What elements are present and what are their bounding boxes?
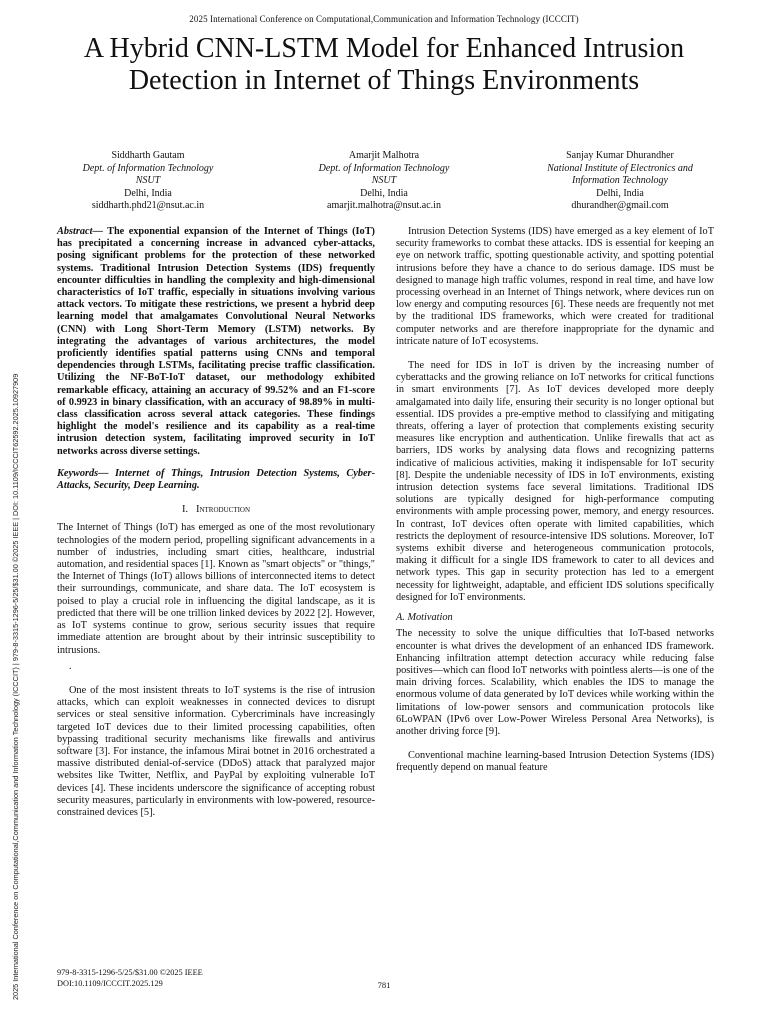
abstract-label: Abstract xyxy=(57,226,93,237)
footer-isbn: 979-8-3315-1296-5/25/$31.00 ©2025 IEEE xyxy=(57,968,203,977)
keywords-label: Keywords xyxy=(57,467,99,479)
author-name: Amarjit Malhotra xyxy=(348,150,420,161)
author-affiliation: Dept. of Information Technology xyxy=(82,162,214,174)
author-name: Sanjay Kumar Dhurandher xyxy=(566,150,674,161)
left-column xyxy=(57,226,375,819)
author-location: Delhi, India xyxy=(124,187,172,199)
author-affiliation: Dept. of Information Technology xyxy=(318,162,450,174)
section-heading-introduction xyxy=(57,504,375,516)
ids-paragraph-2: The need for IDS in IoT is driven by the increasing number of cyberattacks and the growing reliance on IoT networks for critical functions in smart environments [7]. As IoT devices developed more deeply amalgamated into daily life, ensuring their security is no longer optional but essential. IDS provides a pre-emptive method to classifying and mitigating threats, offering a layer of protection that complements existing security measures like encryption and authentication. Unlike firewalls that act as barriers, IDS works by analysing data flows and recognizing patterns indicative of malicious activities, making it indispensable for IoT security [8]. Despite the undeniable necessity of IDS in IoT environments, existing intrusion detection systems face several limitations. Traditional IDS solutions are typically designed for high-performance computing environments with ample processing power, memory, and energy resources. In contrast, IoT devices often operate with limited capabilities, which restricts the deployment of resource-intensive IDS solutions. Moreover, IoT systems exhibit diverse and heterogeneous communication protocols, making it difficult for a single IDS framework to cater to all devices and network types. This gap in security protection has led to a emergent necessity for lightweight, adaptable, and efficient IDS solutions specifically designed for IoT environments. xyxy=(396,360,714,603)
author-1 xyxy=(30,150,266,213)
section-numeral: I. xyxy=(181,504,189,516)
motivation-paragraph: The necessity to solve the unique difficulties that IoT-based networks encounter is what drives the development of an enhanced IDS framework. Enhancing infiltration attempt detection accuracy while reducing false positives—which can flood IoT networks with pointless alerts—is one of the main driving forces. Scalability, which enables the IDS to manage the enormous volume of data generated by IoT devices while working within the limitations of low-power sensors and communication protocols like 6LoWPAN (IPv6 over Low-Power Wireless Personal Area Networks), is another driving force [9]. xyxy=(396,628,714,737)
author-institution: Information Technology xyxy=(571,175,668,186)
conference-header: 2025 International Conference on Computational,Communication and Information Technology (ICCCIT) xyxy=(189,14,579,24)
paper-title: A Hybrid CNN-LSTM Model for Enhanced Intrusion Detection in Internet of Things Environments xyxy=(83,33,685,96)
author-location: Delhi, India xyxy=(596,187,644,199)
author-institution: NSUT xyxy=(135,175,161,186)
author-location: Delhi, India xyxy=(360,187,408,199)
keywords-text: — Internet of Things, Intrusion Detection Systems, Cyber-Attacks, Security, Deep Learning. xyxy=(57,467,375,492)
section-title: Introduction xyxy=(195,504,251,516)
abstract-text: — The exponential expansion of the Internet of Things (IoT) has precipitated a concerning increase in advanced cyber-attacks, posing significant problems for the protection of these networked systems. Traditional Intrusion Detection Systems (IDS) frequently encounter difficulties in handling the complexity and high-dimensional characteristics of IoT traffic, especially in situations involving various attack vectors. To mitigate these restrictions, we present a hybrid deep learning model that amalgamates Convolutional Neural Networks (CNN) with Long Short-Term Memory (LSTM) networks. By integrating the advantages of various architectures, the model proficiently identifies spatial patterns using CNNs and temporal dependencies through LSTMs, facilitating precise traffic classification. Utilizing the NF-BoT-IoT dataset, our methodology exhibited remarkable efficacy, attaining an accuracy of 99.52% and an F1-score of 0.9923 in binary classification, with an accuracy of 98.89% in multi-class classification across several attack categories. These findings highlight the model's resilience and its capability as a real-time intrusion detection system, facilitating improved security in IoT networks across diverse settings. xyxy=(57,226,375,457)
author-block xyxy=(30,150,738,213)
abstract xyxy=(57,226,375,458)
ml-ids-paragraph: Conventional machine learning-based Intrusion Detection Systems (IDS) frequently depend on manual feature xyxy=(396,750,714,774)
author-3 xyxy=(502,150,738,213)
author-name: Siddharth Gautam xyxy=(111,150,185,161)
page-number: 781 xyxy=(377,980,391,990)
author-email: dhurandher@gmail.com xyxy=(571,200,669,211)
author-email: amarjit.malhotra@nsut.ac.in xyxy=(327,200,441,211)
right-column xyxy=(396,226,714,775)
author-affiliation: National Institute of Electronics and xyxy=(547,162,693,174)
stray-dot: . xyxy=(69,660,72,672)
footer-doi: DOI:10.1109/ICCCIT.2025.129 xyxy=(57,978,163,988)
ids-paragraph-1: Intrusion Detection Systems (IDS) have emerged as a key element of IoT security frameworks to combat these attacks. IDS is essential for keeping an eye on network traffic, spotting questionable activity, and spotting potential intrusions before they have a chance to do serious damage. IDS must be designed to manage high traffic volumes, respond in real time, and have low processing overhead in an Internet of Things network, where devices run on low energy and computing resources [6]. These needs are frequently not met by the traditional IDS frameworks, which were created for traditional computer networks and are therefore inappropriate for the dynamic and intricate nature of IoT ecosystems. xyxy=(396,226,714,347)
author-2 xyxy=(266,150,502,213)
side-identifier-strip: 2025 International Conference on Computational,Communication and Information Technology (ICCCIT) | 979-8-3315-1296-5/25/$31.00 ©2025 IEEE | DOI: 10.1109/ICCCIT62592.2025.10927909 xyxy=(11,373,20,1000)
author-email: siddharth.phd21@nsut.ac.in xyxy=(91,200,205,211)
keywords xyxy=(57,468,375,492)
author-institution: NSUT xyxy=(371,175,397,186)
intro-paragraph-2: One of the most insistent threats to IoT systems is the rise of intrusion attacks, which can exploit weaknesses in connected devices to disrupt services or steal sensitive information. Cybercriminals have increasingly targeted IoT devices due to their limited processing capabilities, often bypassing traditional security mechanisms like firewalls and antivirus software [3]. For instance, the infamous Mirai botnet in 2016 orchestrated a massive distributed denial-of-service (DDoS) attack that paralyzed major websites like Twitter, Netflix, and PayPal by exploiting vulnerable IoT devices [4]. These incidents underscore the significance of accepting robust security measures, particularly in environments with low-powered, resource-constrained devices [5]. xyxy=(57,684,375,818)
intro-paragraph-1: The Internet of Things (IoT) has emerged as one of the most revolutionary technologies of the modern period, propelling significant advancements in a number of industries, including smart cities, healthcare, industrial automation, and residential spaces [1]. Known as "smart objects" or "things," the Internet of Things (IoT) allows billions of interconnected items to detect their surroundings, communicate, and share data. The IoT ecosystem is poised to play a crucial role in influencing the digital landscape, as it is predicted that there will be one trillion linked devices by 2022 [2]. However, as IoT systems continue to grow, serious security issues that require immediate attention are brought about by their intrinsic susceptibility to intrusions. xyxy=(57,522,375,656)
subsection-heading-motivation: A. Motivation xyxy=(396,612,453,624)
